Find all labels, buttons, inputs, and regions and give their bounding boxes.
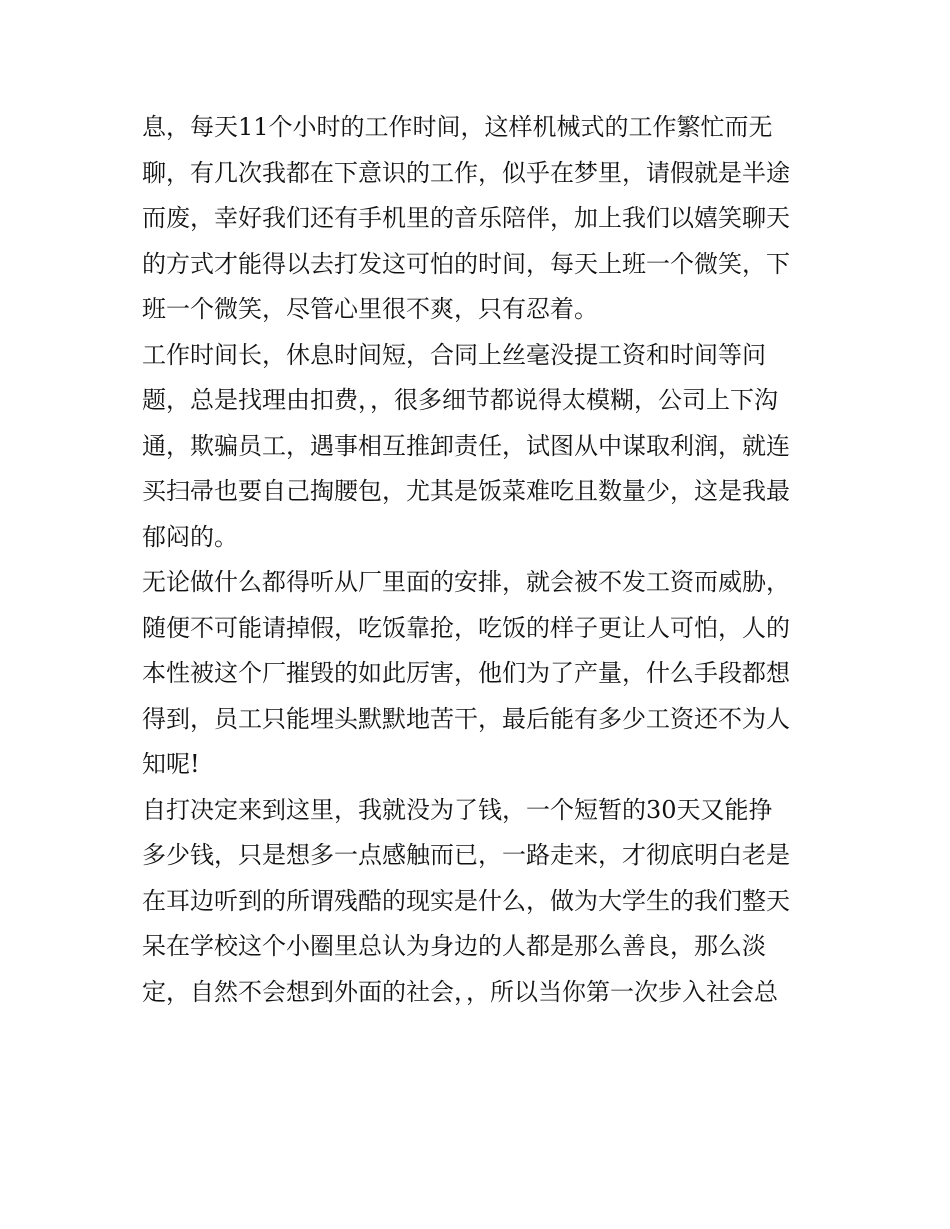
text-line: 工作时间长，休息时间短，合同上丝毫没提工资和时间等问 <box>142 340 766 369</box>
paragraph-3 <box>142 560 822 788</box>
paragraph-4 <box>142 788 822 1016</box>
text-line: 呆在学校这个小圈里总认为身边的人都是那么善良，那么淡 <box>142 932 766 960</box>
document-body <box>142 105 822 1015</box>
text-line: 随便不可能请掉假，吃饭靠抢，吃饭的样子更让人可怕，人的 <box>142 613 790 642</box>
text-line: 无论做什么都得听从厂里面的安排，就会被不发工资而威胁， <box>142 568 790 596</box>
text-line: 自打决定来到这里，我就没为了钱，一个短暂的30天又能挣 <box>142 795 773 824</box>
paragraph-2 <box>142 333 822 561</box>
text-line: 知呢! <box>142 750 200 778</box>
text-line: 得到，员工只能埋头默默地苦干，最后能有多少工资还不为人 <box>142 704 790 733</box>
text-line: 本性被这个厂摧毁的如此厉害，他们为了产量，什么手段都想 <box>142 659 790 687</box>
text-line: 通，欺骗员工，遇事相互推卸责任，试图从中谋取利润，就连 <box>142 431 790 460</box>
text-line: 题，总是找理由扣费，，很多细节都说得太模糊，公司上下沟 <box>142 386 778 414</box>
text-line: 的方式才能得以去打发这可怕的时间，每天上班一个微笑，下 <box>142 249 790 278</box>
paragraph-1 <box>142 105 822 333</box>
text-line: 而废，幸好我们还有手机里的音乐陪伴，加上我们以嬉笑聊天 <box>142 204 790 232</box>
text-line: 息，每天11个小时的工作时间，这样机械式的工作繁忙而无 <box>142 113 773 141</box>
text-line: 在耳边听到的所谓残酷的现实是什么，做为大学生的我们整天 <box>142 886 790 915</box>
text-line: 班一个微笑，尽管心里很不爽，只有忍着。 <box>142 295 598 323</box>
text-line: 聊，有几次我都在下意识的工作，似乎在梦里，请假就是半途 <box>142 158 790 187</box>
text-line: 多少钱，只是想多一点感触而已，一路走来，才彻底明白老是 <box>142 841 790 869</box>
text-line: 买扫帚也要自己掏腰包，尤其是饭菜难吃且数量少，这是我最 <box>142 477 790 505</box>
text-line: 郁闷的。 <box>142 522 238 551</box>
text-line: 定，自然不会想到外面的社会，，所以当你第一次步入社会总 <box>142 977 778 1006</box>
